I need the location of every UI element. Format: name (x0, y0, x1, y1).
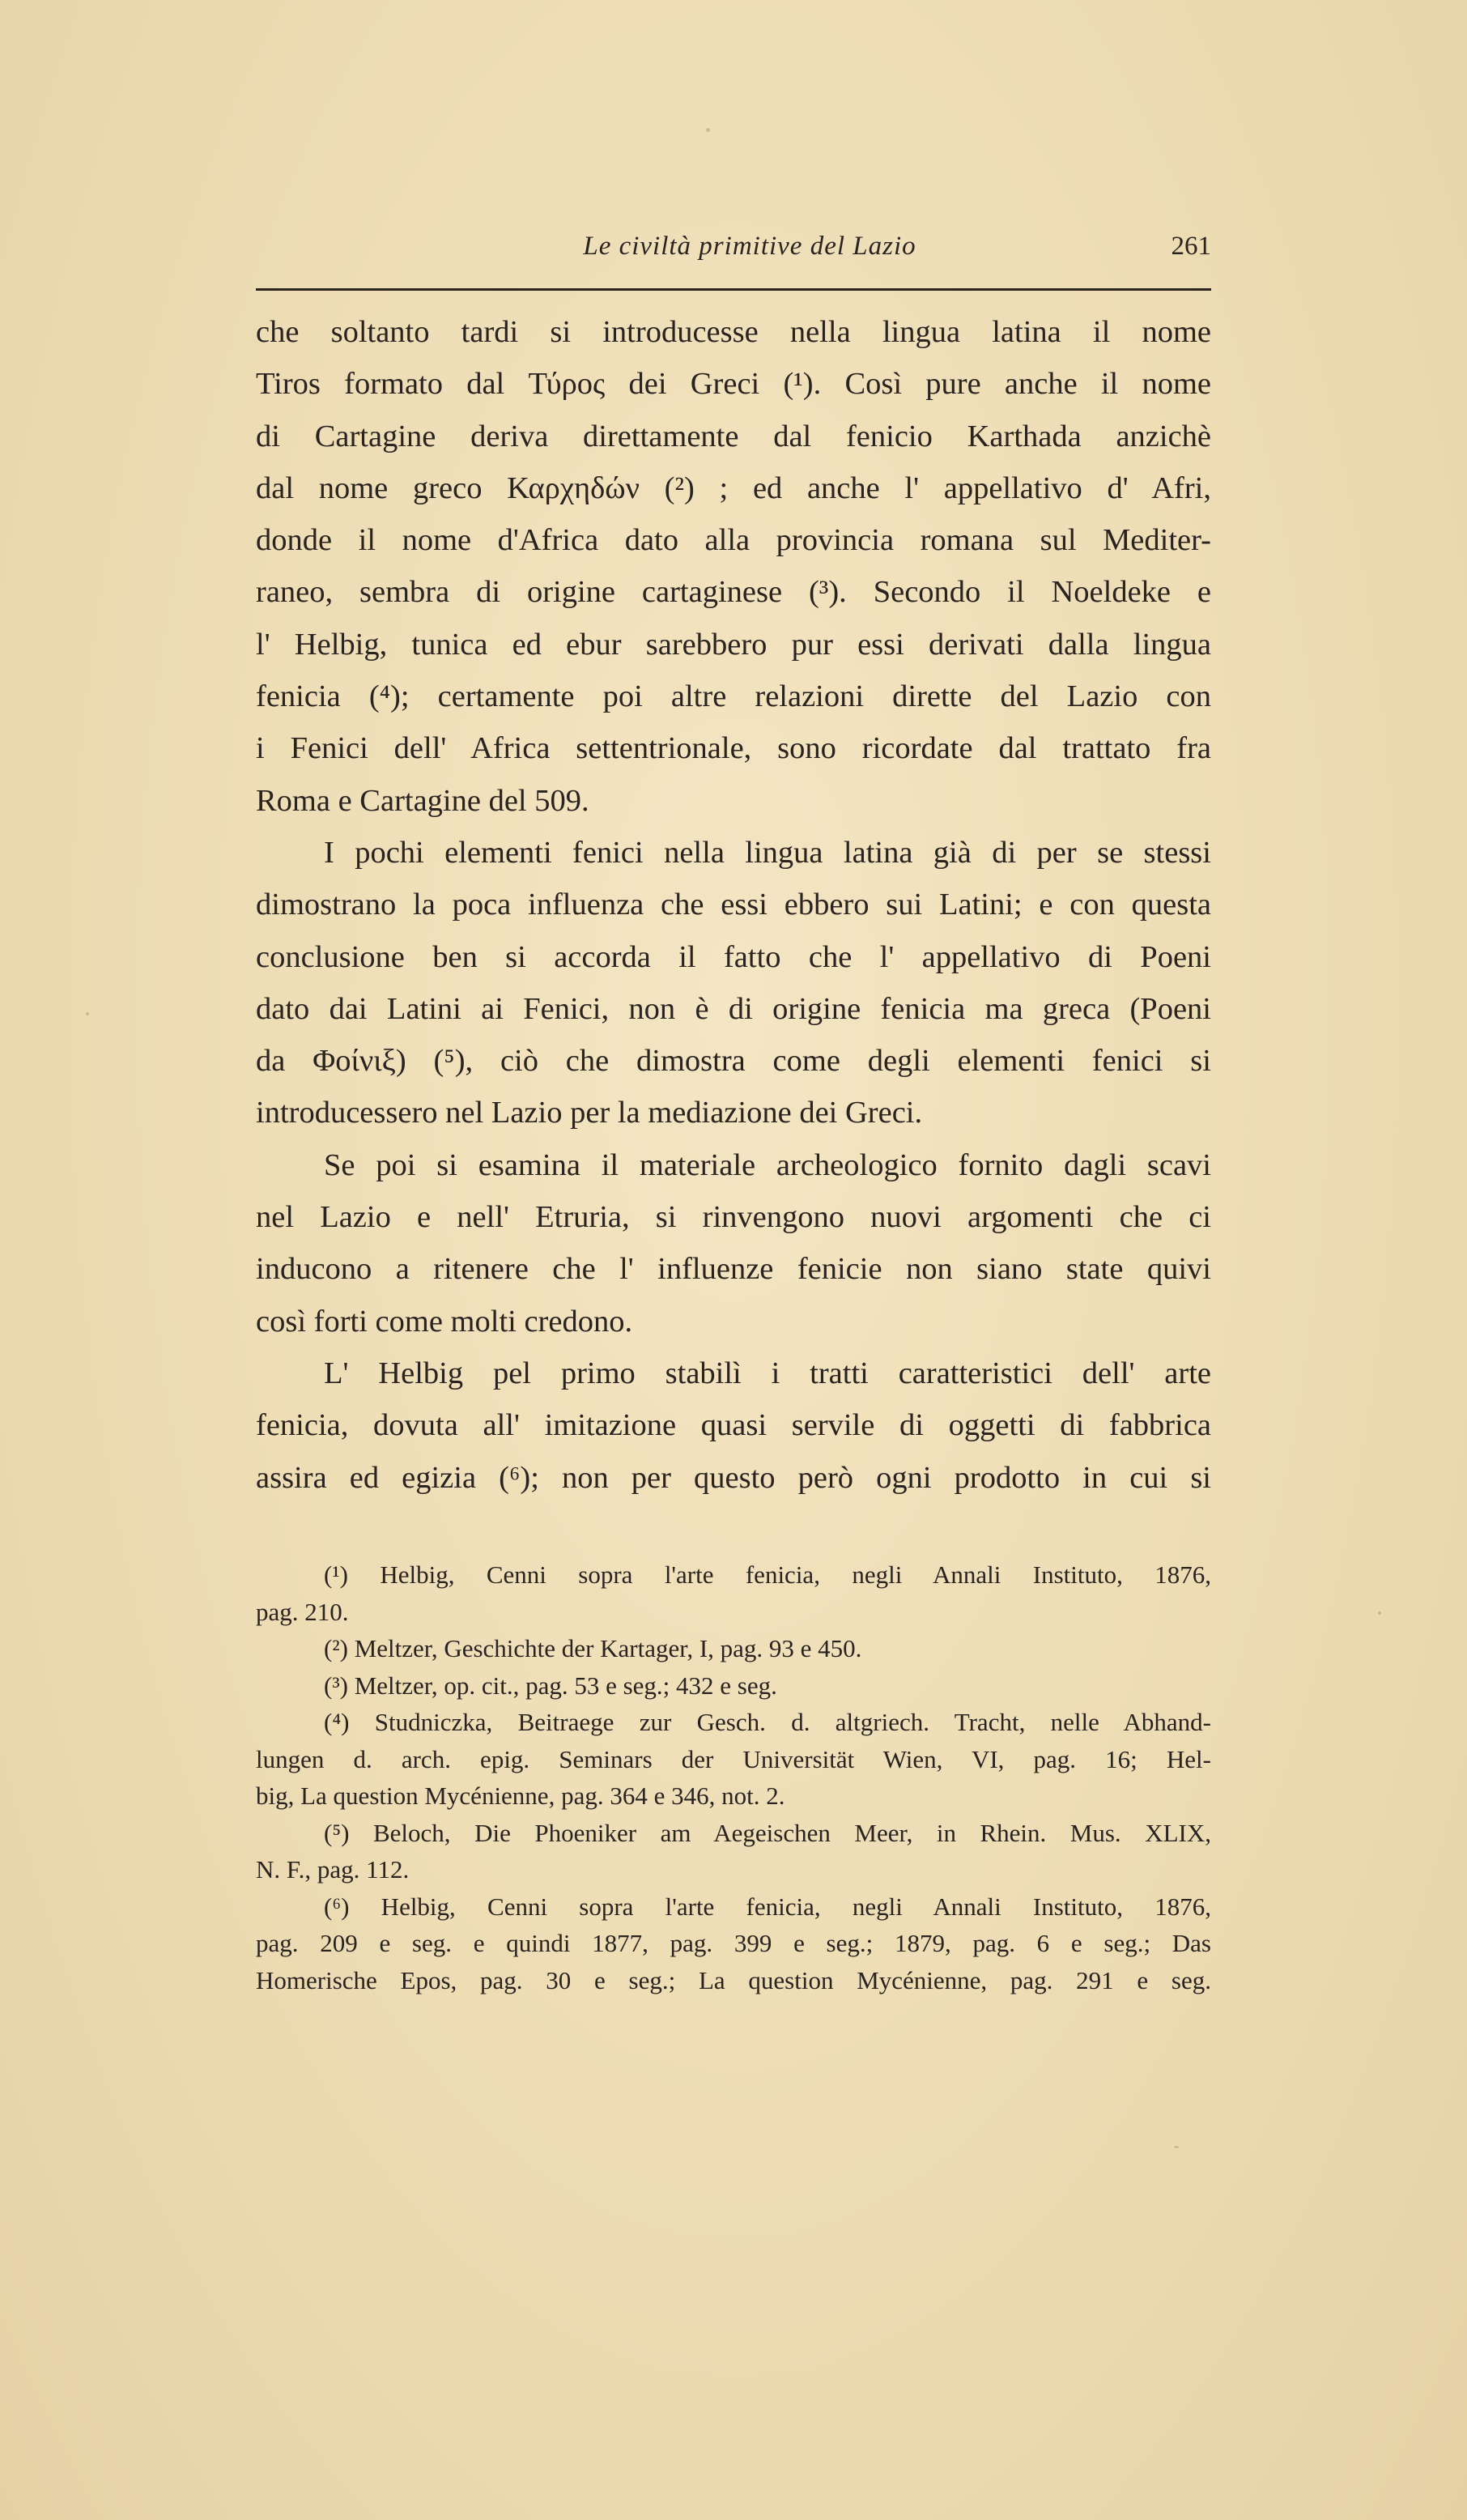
paper-speck (86, 1012, 89, 1015)
paper-speck (706, 128, 710, 132)
footnote-line: (³) Meltzer, op. cit., pag. 53 e seg.; 432 e seg. (324, 1671, 777, 1700)
header-rule (256, 288, 1211, 291)
paper-speck (1174, 2146, 1179, 2148)
body-line: conclusione ben si accorda il fatto che l' appellativo di Poeni (256, 939, 1211, 974)
page-number: 261 (1171, 232, 1211, 261)
footnote-line: pag. 209 e seg. e quindi 1877, pag. 399 e seg.; 1879, pag. 6 e seg.; Das (256, 1929, 1211, 1957)
body-line: L' Helbig pel primo stabilì i tratti caratteristici dell' arte (324, 1356, 1211, 1390)
footnotes (256, 1556, 1211, 1999)
footnote-line: lungen d. arch. epig. Seminars der Universität Wien, VI, pag. 16; Hel- (256, 1744, 1211, 1773)
page-header (256, 232, 1211, 274)
body-line: i Fenici dell' Africa settentrionale, sono ricordate dal trattato fra (256, 731, 1211, 766)
body-line: donde il nome d'Africa dato alla provincia romana sul Mediter- (256, 523, 1211, 558)
footnote-line: N. F., pag. 112. (256, 1855, 410, 1884)
body-line: di Cartagine deriva direttamente dal fenicio Karthada anzichè (256, 419, 1211, 453)
body-line: Se poi si esamina il materiale archeologico fornito dagli scavi (324, 1147, 1211, 1182)
body-line: fenicia, dovuta all' imitazione quasi servile di oggetti di fabbrica (256, 1408, 1211, 1443)
footnote-line: Homerische Epos, pag. 30 e seg.; La question Mycénienne, pag. 291 e seg. (256, 1965, 1211, 1994)
body-line: nel Lazio e nell' Etruria, si rinvengono nuovi argomenti che ci (256, 1200, 1211, 1235)
body-line: introducessero nel Lazio per la mediazione dei Greci. (256, 1096, 923, 1130)
footnote-line: (²) Meltzer, Geschichte der Kartager, I, pag. 93 e 450. (324, 1634, 862, 1662)
footnote-line: pag. 210. (256, 1597, 349, 1626)
body-line: fenicia (⁴); certamente poi altre relazioni dirette del Lazio con (256, 679, 1211, 714)
running-title: Le civiltà primitive del Lazio (583, 232, 916, 261)
body-line: raneo, sembra di origine cartaginese (³). Secondo il Noeldeke e (256, 575, 1211, 610)
body-line: I pochi elementi fenici nella lingua latina già di per se stessi (324, 835, 1211, 870)
footnote-line: (⁶) Helbig, Cenni sopra l'arte fenicia, negli Annali Instituto, 1876, (324, 1892, 1211, 1921)
paper-speck (1378, 1611, 1381, 1615)
body-text (256, 306, 1211, 1504)
body-line: inducono a ritenere che l' influenze fenicie non siano state quivi (256, 1252, 1211, 1287)
footnote-line: (¹) Helbig, Cenni sopra l'arte fenicia, negli Annali Instituto, 1876, (324, 1560, 1211, 1589)
body-line: che soltanto tardi si introducesse nella lingua latina il nome (256, 315, 1211, 349)
footnote-line: (⁵) Beloch, Die Phoeniker am Aegeischen Meer, in Rhein. Mus. XLIX, (324, 1818, 1211, 1847)
body-line: l' Helbig, tunica ed ebur sarebbero pur essi derivati dalla lingua (256, 627, 1211, 662)
body-line: così forti come molti credono. (256, 1304, 633, 1339)
body-line: dimostrano la poca influenza che essi ebbero sui Latini; e con questa (256, 888, 1211, 922)
body-line: Roma e Cartagine del 509. (256, 783, 589, 818)
body-line: dal nome greco Καρχηδών (²) ; ed anche l' appellativo d' Afri, (256, 470, 1211, 505)
body-line: dato dai Latini ai Fenici, non è di origine fenicia ma greca (Poeni (256, 991, 1211, 1026)
body-line: assira ed egizia (⁶); non per questo però ogni prodotto in cui si (256, 1460, 1211, 1495)
footnote-line: (⁴) Studniczka, Beitraege zur Gesch. d. altgriech. Tracht, nelle Abhand- (324, 1708, 1211, 1736)
body-line: Tiros formato dal Τύρος dei Greci (¹). Così pure anche il nome (256, 367, 1211, 402)
footnote-line: big, La question Mycénienne, pag. 364 e 346, not. 2. (256, 1781, 785, 1810)
body-line: da Φοίνιξ) (⁵), ciò che dimostra come degli elementi fenici si (256, 1044, 1211, 1079)
